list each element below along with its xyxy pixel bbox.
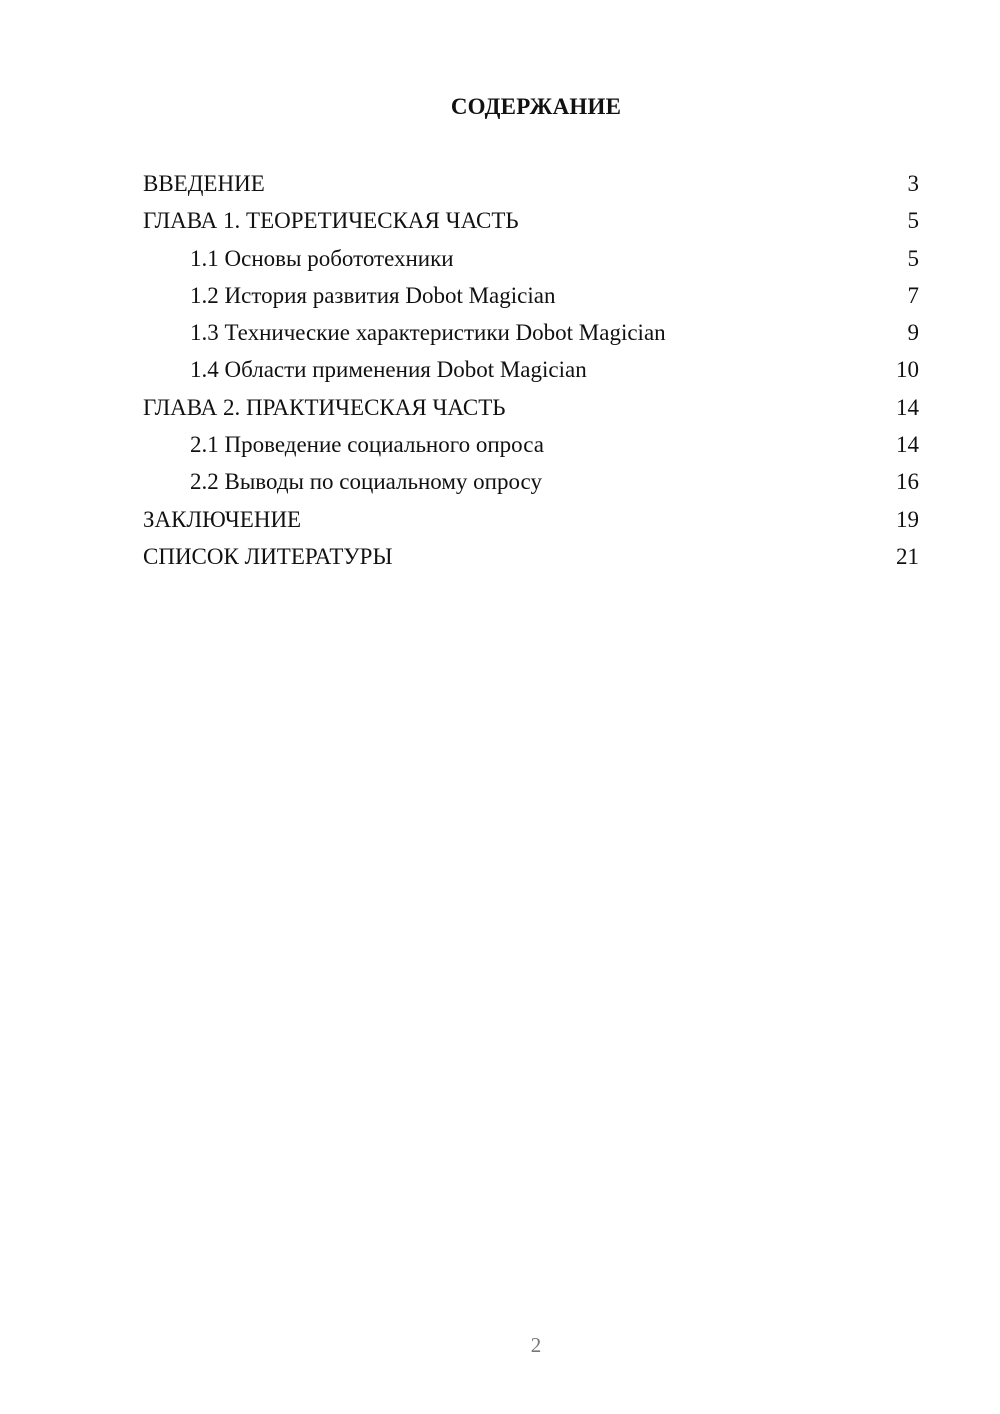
toc-entry-label: 1.1 Основы робототехники	[190, 245, 454, 271]
toc-entry-label: 1.2 История развития Dobot Magician	[190, 282, 556, 308]
toc-entry-page: 9	[907, 320, 919, 346]
table-of-contents	[143, 165, 919, 575]
toc-entry-page: 5	[907, 208, 919, 234]
toc-entry	[143, 202, 919, 239]
toc-entry-label: ВВЕДЕНИЕ	[143, 171, 265, 196]
toc-entry	[143, 165, 919, 202]
toc-subentry	[143, 277, 919, 314]
toc-entry-page: 3	[907, 171, 919, 196]
toc-entry-label: ГЛАВА 1. ТЕОРЕТИЧЕСКАЯ ЧАСТЬ	[143, 208, 519, 234]
toc-entry-label: 1.3 Технические характеристики Dobot Magician	[190, 320, 666, 346]
toc-entry	[143, 501, 919, 538]
toc-entry-label: СПИСОК ЛИТЕРАТУРЫ	[143, 543, 393, 569]
toc-entry	[143, 389, 919, 426]
toc-entry-label: ЗАКЛЮЧЕНИЕ	[143, 506, 302, 532]
page-title: СОДЕРЖАНИЕ	[450, 94, 622, 119]
toc-subentry	[143, 426, 919, 463]
toc-entry-label: ГЛАВА 2. ПРАКТИЧЕСКАЯ ЧАСТЬ	[143, 394, 506, 420]
toc-entry-page: 7	[907, 282, 919, 308]
toc-entry-label: 1.4 Области применения Dobot Magician	[190, 357, 587, 383]
toc-entry-page: 19	[896, 506, 919, 532]
toc-entry-page: 14	[896, 432, 919, 458]
toc-entry-page: 10	[896, 357, 919, 383]
toc-entry-page: 21	[896, 543, 919, 569]
toc-entry-page: 14	[896, 394, 919, 420]
page-number: 2	[530, 1333, 542, 1357]
toc-entry-page: 5	[907, 245, 919, 271]
toc-subentry	[143, 351, 919, 388]
toc-entry	[143, 538, 919, 575]
toc-entry-label: 2.1 Проведение социального опроса	[190, 432, 544, 458]
toc-entry-label: 2.2 Выводы по социальному опросу	[190, 469, 542, 495]
toc-subentry	[143, 314, 919, 351]
toc-entry-page: 16	[896, 469, 919, 495]
toc-subentry	[143, 463, 919, 500]
toc-subentry	[143, 240, 919, 277]
